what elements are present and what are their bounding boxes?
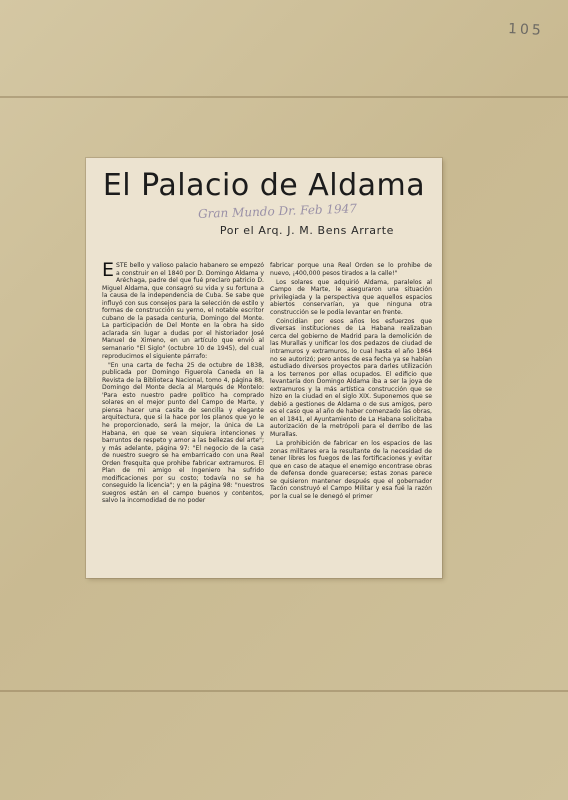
article-title: El Palacio de Aldama bbox=[102, 168, 426, 203]
article-paragraph: fabricar porque una Real Orden se lo prohibe de nuevo, ¡400,000 pesos tirados a la calle!" bbox=[270, 262, 432, 277]
page-number: 105 bbox=[507, 21, 545, 39]
article-paragraph: Coincidían por esos años los esfuerzos que diversas instituciones de La Habana realizaban cerca del gobierno de Madrid para la demolición de las Murallas y unificar los dos pedazos de ciudad de intramuros y extramuros, lo cual hasta el año 1864 no se autorizó; pero antes de esa fecha ya se habían estudiado diversos proyectos para darles utilización a los terrenos por ellas ocupados. El edificio que levantaría don Domingo Aldama iba a ser la joya de extramuros y la más artística construcción que se hizo en la ciudad en el siglo XIX. Suponemos que se debió a gestiones de Aldama o de sus amigos, pero es el caso que al año de haber comenzado las obras, en el 1841, el Ayuntamiento de La Habana solicitaba autorización de la metrópoli para el derribo de las Murallas. bbox=[270, 317, 432, 439]
drop-cap: E bbox=[102, 262, 115, 281]
article-paragraph bbox=[102, 262, 264, 360]
paragraph-text: STE bello y valioso palacio habanero se empezó a construir en el 1840 por D. Domingo Aldama y Aréchaga, padre del que fué preclaro patricio D. Miguel Aldama, que consagró su vida y su fortuna a la causa de la independencia de Cuba. Se sabe que influyó con sus consejos para la selección de estilo y formas de construcción su yerno, el notable escritor cubano de la pasada centuria, Domingo del Monte. La participación de Del Monte en la obra ha sido aclarada sin lugar a dudas por el historiador José Manuel de Ximeno, en un artículo que envió al semanario "El Siglo" (octubre 10 de 1945), del cual reproducimos el siguiente párrafo: bbox=[102, 262, 264, 360]
article-byline: Por el Arq. J. M. Bens Arrarte bbox=[219, 224, 394, 237]
article-column-right bbox=[270, 262, 432, 570]
article-paragraph: "En una carta de fecha 25 de octubre de 1838, publicada por Domingo Figuerola Caneda en la Revista de la Biblioteca Nacional, tomo 4, página 88, Domingo del Monte decía al Marqués de Montelo: 'Para esto nuestro padre político ha comprado solares en el mejor punto del Campo de Marte, y piensa hacer una casita de sencilla y elegante arquitectura, que si la hace por los planos que yo le he proporcionado, será la mejor, la única de La Habana, en que se vean siquiera intenciones y barruntos de respeto y amor a las bellezas del arte"; y más adelante, página 97: "El negocio de la casa de nuestro suegro se ha embarricado con una Real Orden fresquita que prohibe fabricar extramuros. El Plan de mi amigo el Ingeniero ha sufrido modificaciones por su costo; todavía no se ha conseguido la licencia"; y en la página 98: "nuestros suegros están en el campo buenos y contentos, salvo la incomodidad de no poder bbox=[102, 361, 264, 505]
handwritten-annotation: Gran Mundo Dr. Feb 1947 bbox=[197, 201, 358, 221]
article-paragraph: Los solares que adquirió Aldama, paralelos al Campo de Marte, le aseguraron una situación privilegiada y la perspectiva que aquellos espacios abiertos conservarían, ya que ninguna otra construcción se le podía levantar en frente. bbox=[270, 278, 432, 316]
article-column-left bbox=[102, 262, 264, 570]
page-fold-line bbox=[0, 690, 568, 692]
newspaper-clipping bbox=[86, 158, 442, 578]
article-paragraph: La prohibición de fabricar en los espacios de las zonas militares era la resultante de la necesidad de tener libres los fuegos de las fortificaciones y evitar que en caso de ataque el enemigo encontrase obras de defensa donde guarecerse; estas zonas parece se quisieron mantener después que el gobernador Tacón construyó el Campo Militar y esa fué la razón por la cual se le denegó el primer bbox=[270, 440, 432, 500]
page-fold-line bbox=[0, 96, 568, 98]
